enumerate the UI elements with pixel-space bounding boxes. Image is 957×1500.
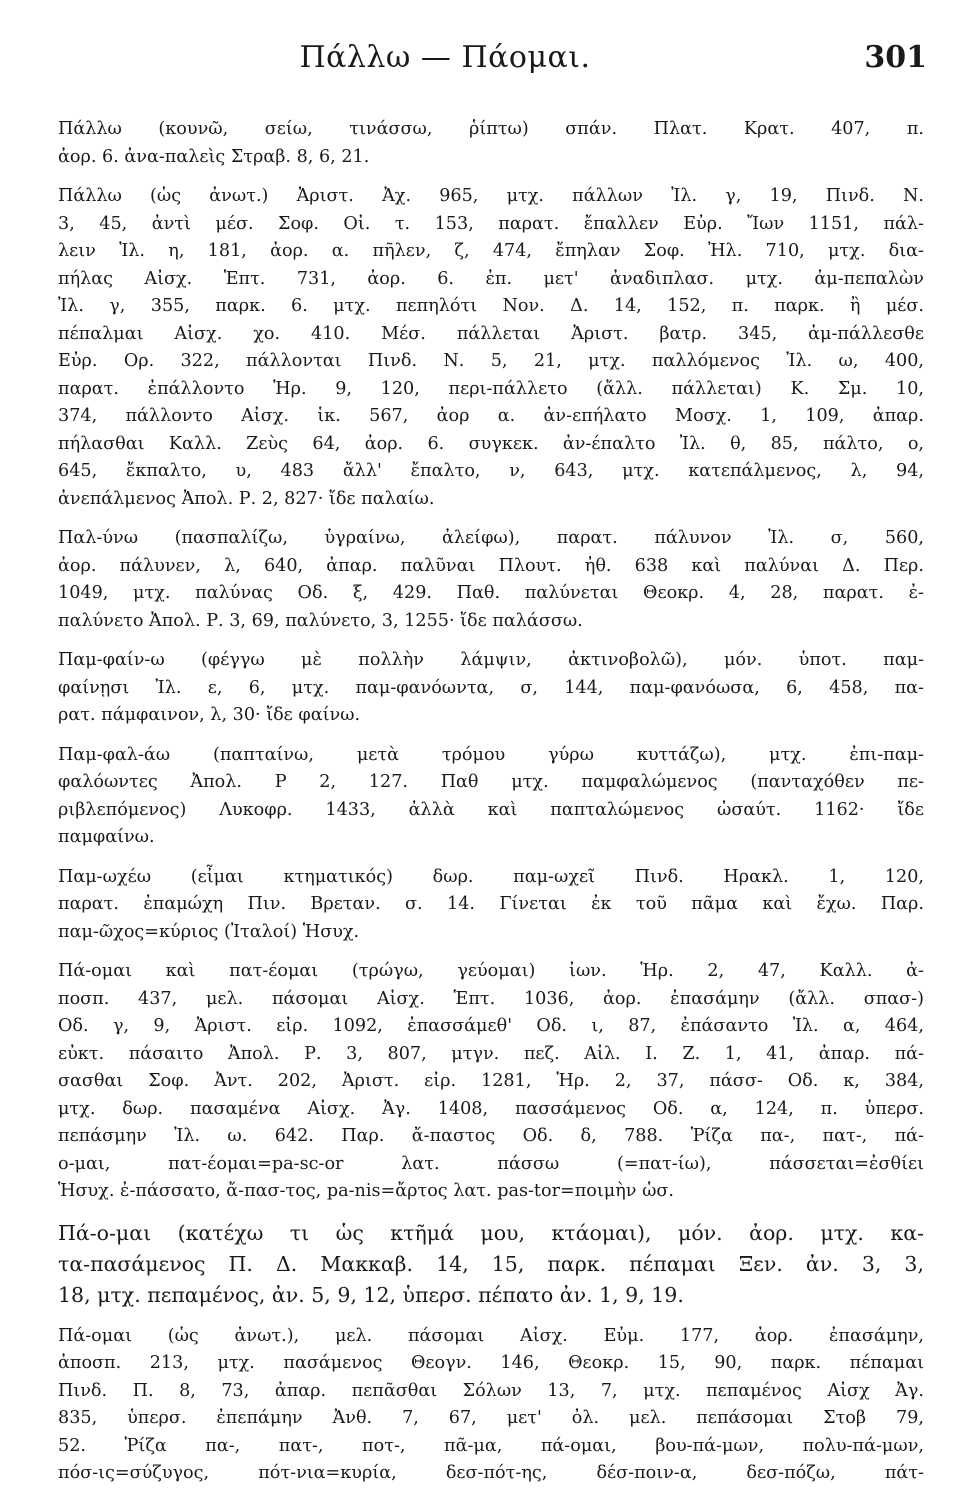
entry-line: παμ-ῶχος=κύριος (Ἰταλοί) Ἡσυχ. [58, 921, 360, 942]
entry-paomai-2 [58, 1323, 924, 1488]
entry-pamphaino [58, 647, 924, 730]
entry-line: παρατ. ἐπαμώχη Πιν. Βρεταν. σ. 14. Γίνεται ἐκ τοῦ πᾶμα καὶ ἔχω. Παρ. [58, 894, 924, 914]
page-number: 301 [864, 40, 927, 75]
entry-pamphalao [58, 742, 924, 852]
entry-line: Ἡσυχ. ἐ-πάσσατο, ἄ-πασ-τος, pa-nis=ἄρτος λατ. pas-tor=ποιμὴν ὡσ. [58, 1181, 675, 1201]
entry-line: 835, ὑπερσ. ἐπεπάμην Ἀνθ. 7, 67, μετ' ὀλ. μελ. πεπάσομαι Στοβ 79, [58, 1408, 924, 1428]
entry-line: 374, πάλλοντο Αἰσχ. ἱκ. 567, ἀορ α. ἀν-επήλατο Μοσχ. 1, 109, ἀπαρ. [58, 406, 924, 426]
entry-line: Παμ-ωχέω (εἶμαι κτηματικός) δωρ. παμ-ωχεῖ Πινδ. Ηρακλ. 1, 120, [58, 866, 924, 887]
entry-line: Ἰλ. γ, 355, παρκ. 6. μτχ. πεπηλότι Νον. Δ. 14, 152, π. παρκ. ἢ μέσ. [58, 296, 924, 316]
entry-line: Εὐρ. Ορ. 322, πάλλονται Πινδ. Ν. 5, 21, μτχ. παλλόμενος Ἰλ. ω, 400, [58, 351, 924, 371]
entry-line: Πάλλω (ὡς ἀνωτ.) Ἀριστ. Ἀχ. 965, μτχ. πάλλων Ἰλ. γ, 19, Πινδ. Ν. [58, 186, 924, 206]
entry-line: πήλασθαι Καλλ. Ζεὺς 64, ἀορ. 6. συγκεκ. ἀν-έπαλτο Ἰλ. θ, 85, πάλτο, ο, [58, 433, 924, 454]
entry-line: λειν Ἰλ. η, 181, ἀορ. α. πῆλεν, ζ, 474, ἔπηλαν Σοφ. Ἠλ. 710, μτχ. δια- [58, 241, 924, 261]
entry-line: Οδ. γ, 9, Ἀριστ. εἰρ. 1092, ἐπασσάμεθ' Οδ. ι, 87, ἐπάσαντο Ἰλ. α, 464, [58, 1016, 924, 1036]
entry-line: ἀορ. 6. ἀνα-παλεὶς Στραβ. 8, 6, 21. [58, 146, 370, 167]
entry-line: Πά-ομαι (ὡς ἀνωτ.), μελ. πάσομαι Αἰσχ. Εὐμ. 177, ἀορ. ἐπασάμην, [58, 1325, 924, 1346]
entry-line: ἀνεπάλμενος Ἀπολ. Ρ. 2, 827· ἴδε παλαίω. [58, 488, 435, 509]
entry-line: φαλόωντες Ἀπολ. Ρ 2, 127. Παθ μτχ. παμφαλώμενος (πανταχόθεν πε- [58, 772, 924, 792]
entry-line: φαίνῃσι Ἰλ. ε, 6, μτχ. παμ-φανόωντα, σ, 144, παμ-φανόωσα, 6, 458, πα- [58, 677, 924, 698]
entry-line: Πινδ. Π. 8, 73, ἀπαρ. πεπᾶσθαι Σόλων 13, 7, μτχ. πεπαμένος Αἰσχ Ἀγ. [58, 1380, 924, 1401]
entry-line: 1049, μτχ. παλύνας Οδ. ξ, 429. Παθ. παλύνεται Θεοκρ. 4, 28, παρατ. ἐ- [58, 583, 924, 603]
page-header [58, 30, 927, 82]
entry-line: Πάλλω (κουνῶ, σείω, τινάσσω, ῥίπτω) σπάν. Πλατ. Κρατ. 407, π. [58, 119, 924, 139]
entry-line: Παμ-φαλ-άω (παπταίνω, μετὰ τρόμου γύρω κυττάζω), μτχ. ἐπι-παμ- [58, 744, 924, 765]
entry-line: Παλ-ύνω (πασπαλίζω, ὑγραίνω, ἀλείφω), παρατ. πάλυνον Ἰλ. σ, 560, [58, 528, 924, 548]
entry-line: πεπάσμην Ἰλ. ω. 642. Παρ. ἄ-παστος Οδ. δ, 788. Ῥίζα πα-, πατ-, πά- [58, 1126, 924, 1146]
entry-line: ἀποσπ. 213, μτχ. πασάμενος Θεογν. 146, Θεοκρ. 15, 90, παρκ. πέπαμαι [58, 1353, 924, 1373]
entry-line: πόσ-ις=σύζυγος, πότ-νια=κυρία, δεσ-πότ-ης, δέσ-ποιν-α, δεσ-πόζω, πάτ- [58, 1463, 924, 1483]
entry-line: 3, 45, ἀντὶ μέσ. Σοφ. Οἰ. τ. 153, παρατ. ἔπαλλεν Εὐρ. Ἴων 1151, πάλ- [58, 213, 924, 234]
entry-line: ἀορ. πάλυνεν, λ, 640, ἀπαρ. παλῦναι Πλουτ. ἠθ. 638 καὶ παλύναι Δ. Περ. [58, 555, 924, 576]
entry-line: παμφαίνω. [58, 827, 155, 847]
running-title: Πάλλω — Πάομαι. [299, 40, 591, 75]
entry-palyno [58, 525, 924, 635]
entry-line: 52. Ῥίζα πα-, πατ-, ποτ-, πᾶ-μα, πά-ομαι, βου-πά-μων, πολυ-πά-μων, [58, 1435, 924, 1456]
entry-pamocheo [58, 864, 924, 947]
entries-column [58, 116, 924, 1488]
entry-line: σασθαι Σοφ. Ἀντ. 202, Ἀριστ. εἰρ. 1281, Ἡρ. 2, 37, πάσσ- Οδ. κ, 384, [58, 1071, 924, 1091]
entry-pallo-1 [58, 116, 924, 171]
entry-line: 18, μτχ. πεπαμένος, ἀν. 5, 9, 12, ὑπερσ. πέπατο ἀν. 1, 9, 19. [58, 1282, 684, 1307]
entry-line: παρατ. ἐπάλλοντο Ἡρ. 9, 120, περι-πάλλετο (ἄλλ. πάλλεται) Κ. Σμ. 10, [58, 378, 924, 399]
entry-paomai-acquire [58, 1218, 924, 1311]
entry-line: Παμ-φαίν-ω (φέγγω μὲ πολλὴν λάμψιν, ἀκτινοβολῶ), μόν. ὑποτ. παμ- [58, 650, 924, 670]
entry-line: 645, ἔκπαλτο, υ, 483 ἄλλ' ἔπαλτο, ν, 643, μτχ. κατεπάλμενος, λ, 94, [58, 461, 924, 481]
entry-line: ο-μαι, πατ-έομαι=pa-sc-or λατ. πάσσω (=πατ-ίω), πάσσεται=ἐσθίει [58, 1153, 924, 1174]
entry-paomai-eat [58, 958, 924, 1206]
entry-line: ριβλεπόμενος) Λυκοφρ. 1433, ἀλλὰ καὶ παπταλώμενος ὡσαύτ. 1162· ἴδε [58, 799, 924, 820]
entry-line: ποσπ. 437, μελ. πάσομαι Αἰσχ. Ἑπτ. 1036, ἀορ. ἐπασάμην (ἄλλ. σπασ-) [58, 988, 924, 1009]
entry-line: Πά-ομαι καὶ πατ-έομαι (τρώγω, γεύομαι) ἰων. Ἡρ. 2, 47, Καλλ. ἀ- [58, 961, 924, 981]
entry-line: τα-πασάμενος Π. Δ. Μακκαβ. 14, 15, παρκ. πέπαμαι Ξεν. ἀν. 3, 3, [58, 1251, 924, 1276]
entry-line: πέπαλμαι Αἰσχ. χο. 410. Μέσ. πάλλεται Ἀριστ. βατρ. 345, ἀμ-πάλλεσθε [58, 323, 924, 344]
entry-line: πήλας Αἰσχ. Ἑπτ. 731, ἀορ. 6. ἐπ. μετ' ἀναδιπλασ. μτχ. ἀμ-πεπαλὼν [58, 268, 924, 289]
entry-pallo-2 [58, 183, 924, 513]
entry-line: εὐκτ. πάσαιτο Ἀπολ. Ρ. 3, 807, μτγν. πεζ. Αἰλ. Ι. Ζ. 1, 41, ἀπαρ. πά- [58, 1043, 924, 1064]
entry-line: ρατ. πάμφαινον, λ, 30· ἴδε φαίνω. [58, 705, 361, 725]
entry-line: παλύνετο Ἀπολ. Ρ. 3, 69, παλύνετο, 3, 1255· ἴδε παλάσσω. [58, 610, 583, 631]
entry-line: μτχ. δωρ. πασαμένα Αἰσχ. Ἀγ. 1408, πασσάμενος Οδ. α, 124, π. ὑπερσ. [58, 1098, 924, 1119]
entry-line: Πά-ο-μαι (κατέχω τι ὡς κτῆμά μου, κτάομαι), μόν. ἀορ. μτχ. κα- [58, 1220, 924, 1245]
